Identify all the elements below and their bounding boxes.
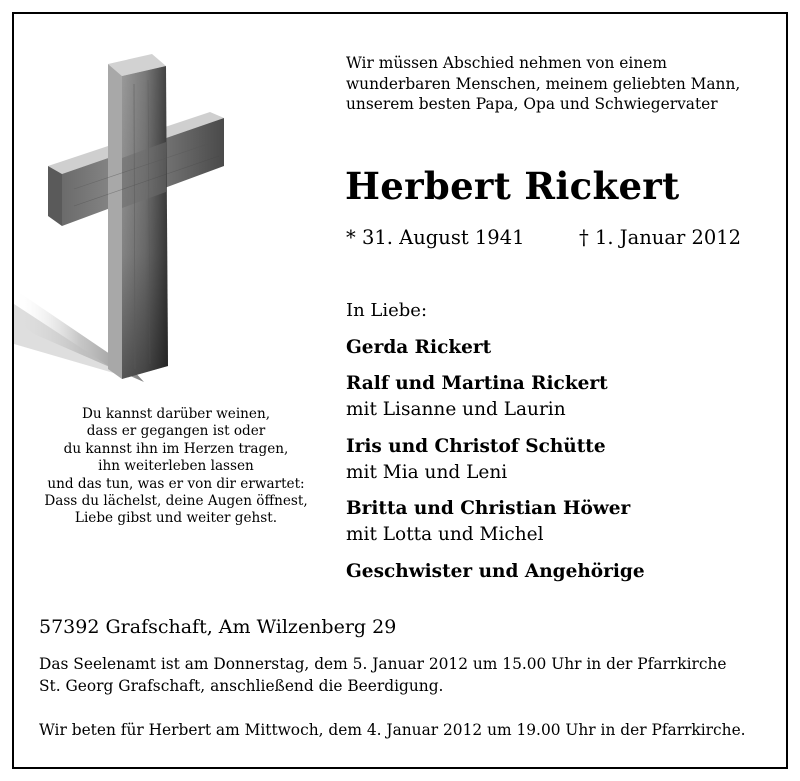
mourner-entry xyxy=(346,434,606,486)
mourner-entry xyxy=(346,335,491,361)
mourner-entry xyxy=(346,559,645,585)
mourner-children: mit Lotta und Michel xyxy=(346,524,544,545)
mourner-entry xyxy=(346,371,608,423)
poem-line: ihn weiterleben lassen xyxy=(98,458,254,475)
obituary-frame xyxy=(12,12,788,769)
mourner-children: mit Lisanne und Laurin xyxy=(346,399,566,420)
poem xyxy=(16,406,336,528)
mourner-name: Britta und Christian Höwer xyxy=(346,498,631,519)
deceased-name: Herbert Rickert xyxy=(345,164,680,208)
mourner-name: Gerda Rickert xyxy=(346,337,492,358)
requiem-notice xyxy=(39,654,779,697)
mourner-entry xyxy=(346,496,630,548)
poem-line: Dass du lächelst, deine Augen öffnest, xyxy=(44,493,308,510)
intro-text xyxy=(346,53,776,115)
poem-line: Du kannst darüber weinen, xyxy=(81,406,271,422)
wooden-cross-icon xyxy=(14,14,314,409)
requiem-line: St. Georg Grafschaft, anschließend die Beerdigung. xyxy=(39,676,444,695)
poem-line: Liebe gibst und weiter gehst. xyxy=(74,510,278,527)
birth-date: * 31. August 1941 xyxy=(346,226,525,249)
mourner-name: Geschwister und Angehörige xyxy=(346,561,645,582)
intro-line: unserem besten Papa, Opa und Schwiegervater xyxy=(346,95,718,113)
death-date: † 1. Januar 2012 xyxy=(579,226,742,249)
mourner-children: mit Mia und Leni xyxy=(346,462,508,483)
intro-line: Wir müssen Abschied nehmen von einem xyxy=(346,54,667,72)
mourner-name: Ralf und Martina Rickert xyxy=(346,373,608,394)
poem-line: und das tun, was er von dir erwartet: xyxy=(47,475,305,492)
address: 57392 Grafschaft, Am Wilzenberg 29 xyxy=(39,616,397,638)
requiem-line: Das Seelenamt ist am Donnerstag, dem 5. Januar 2012 um 15.00 Uhr in der Pfarrkirche xyxy=(39,655,727,673)
prayer-notice: Wir beten für Herbert am Mittwoch, dem 4. Januar 2012 um 19.00 Uhr in der Pfarrkirche. xyxy=(39,721,746,739)
intro-line: wunderbaren Menschen, meinem geliebten Mann, xyxy=(346,74,741,93)
poem-line: du kannst ihn im Herzen tragen, xyxy=(63,440,289,457)
poem-line: dass er gegangen ist oder xyxy=(86,423,266,440)
mourners-heading: In Liebe: xyxy=(346,300,428,321)
mourner-name: Iris und Christof Schütte xyxy=(346,436,606,457)
